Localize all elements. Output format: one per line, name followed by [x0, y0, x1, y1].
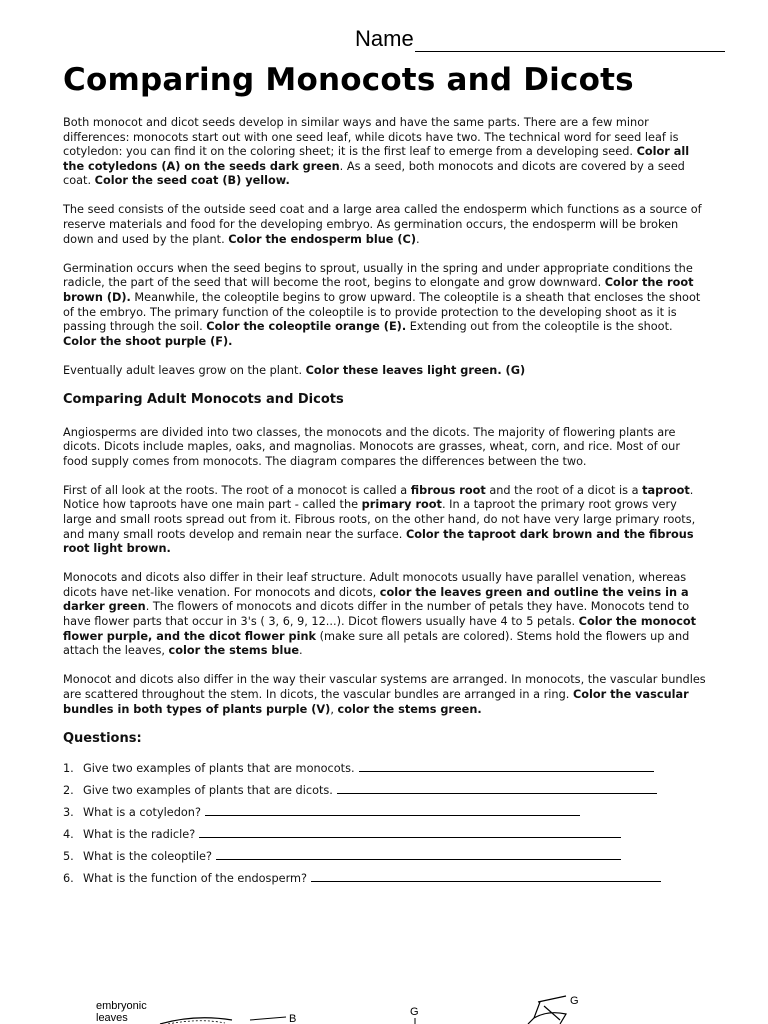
answer-blank[interactable] — [311, 870, 661, 882]
question-number: 5. — [63, 850, 74, 864]
question-number: 6. — [63, 872, 74, 886]
instruction-text: Color the shoot purple (F). — [63, 334, 233, 348]
body-text: Angiosperms are divided into two classes, the monocots and the dicots. The majority of flowering plants are dicots. Dicots include maples, oaks, and magnolias. Monocots are grasses, wheat, corn, and rice. Most of our food supply comes from monocots. The diagram compares the differences between the two. — [63, 425, 680, 468]
body-text: First of all look at the roots. The root of a monocot is called a — [63, 483, 411, 497]
body-text: Monocots and dicots also differ in their leaf structure. Adult monocots usually have parallel venation, whereas dicots have net-like venation. For monocots and dicots, — [63, 571, 687, 599]
label-leaves: leaves — [96, 1012, 128, 1024]
instruction-text: Color the monocot flower purple, and the dicot flower pink — [63, 615, 697, 643]
answer-blank[interactable] — [199, 826, 621, 838]
paragraph — [63, 364, 706, 379]
questions-list — [63, 760, 706, 892]
instruction-text: Color the seed coat (B) yellow. — [94, 174, 290, 188]
body-text: The seed consists of the outside seed coat and a large area called the endosperm which functions as a source of reserve materials and food for the developing embryo. As germination occurs, the endosperm will be broken down and used by the plant. — [63, 203, 702, 246]
label-g-left: G — [410, 1006, 419, 1018]
instruction-text: color the leaves green and outline the veins in a darker green — [63, 585, 689, 614]
label-b: B — [289, 1013, 297, 1024]
page-title: Comparing Monocots and Dicots — [63, 62, 634, 98]
question-text: What is the function of the endosperm? — [83, 872, 308, 886]
body-text: Extending out from the coleoptile is the shoot. — [406, 320, 673, 334]
body-text: Meanwhile, the coleoptile begins to grow upward. The coleoptile is a sheath that encloses the shoot of the embryo. The primary function of the coleoptile is to provide protection to the developing shoot as it is passing through the soil. — [63, 290, 701, 334]
body-text: (make sure all petals are colored). Stems hold the flowers up and attach the leaves, — [63, 629, 690, 658]
instruction-text: Color the root brown (D). — [63, 276, 694, 304]
paragraph — [63, 673, 706, 717]
name-label: Name — [355, 26, 414, 51]
body-text: . Notice how taproots have one main part - called the — [63, 483, 694, 512]
instruction-text: taproot — [642, 483, 690, 497]
body-text: . — [299, 644, 303, 658]
answer-blank[interactable] — [337, 782, 657, 794]
worksheet-body — [63, 116, 706, 892]
body-text: Both monocot and dicot seeds develop in similar ways and have the same parts. There are a few minor differences: monocots start out with one seed leaf, while dicots have two. The technical word for seed leaf is cotyledon: you can find it on the coloring sheet; it is the first leaf to emerge from a developing seed. — [63, 116, 679, 159]
instruction-text: Color the taproot dark brown and the fibrous root light brown. — [63, 527, 694, 556]
instruction-text: fibrous root — [410, 483, 486, 497]
answer-blank[interactable] — [205, 804, 580, 816]
question-item — [63, 848, 706, 870]
paragraph — [63, 116, 706, 189]
instruction-text: Color the vascular bundles in both types of plants purple (V) — [63, 687, 689, 716]
body-text: , — [330, 702, 338, 716]
instruction-text: primary root — [361, 498, 442, 512]
question-number: 1. — [63, 762, 74, 776]
answer-blank[interactable] — [216, 848, 621, 860]
questions-heading: Questions: — [63, 730, 142, 746]
question-item — [63, 826, 706, 848]
question-item — [63, 782, 706, 804]
question-number: 3. — [63, 806, 74, 820]
question-item — [63, 870, 706, 892]
question-text: Give two examples of plants that are dicots. — [83, 784, 333, 798]
instruction-text: Color the endosperm blue (C) — [228, 232, 417, 246]
seed-section — [63, 116, 706, 378]
paragraph — [63, 203, 706, 247]
name-field[interactable] — [355, 24, 725, 54]
label-embryonic: embryonic — [96, 1000, 147, 1012]
body-text: . — [416, 232, 420, 246]
question-text: Give two examples of plants that are monocots. — [83, 762, 355, 776]
body-text: . In a taproot the primary root grows very large and small roots spread out from it. Fibrous roots, on the other hand, do not have very large primary roots, and many small roots develop and remain near the surface. — [63, 498, 696, 541]
paragraph — [63, 571, 706, 659]
pointer-b — [250, 1017, 286, 1020]
instruction-text: Color these leaves light green. (G) — [305, 363, 526, 377]
body-text: and the root of a dicot is a — [485, 483, 643, 497]
body-text: Monocot and dicots also differ in the way their vascular systems are arranged. In monocots, the vascular bundles are scattered throughout the stem. In dicots, the vascular bundles are arranged in a ring. — [63, 673, 706, 701]
adult-plants-section — [63, 426, 706, 718]
body-text: . The flowers of monocots and dicots differ in the number of petals they have. Monocots tend to have flower parts that occur in 3's ( 3, 6, 9, 12...). Dicot flowers usually have 4 to 5 petals. — [63, 600, 690, 629]
question-item — [63, 760, 706, 782]
question-text: What is the coleoptile? — [83, 850, 212, 864]
section-heading: Comparing Adult Monocots and Dicots — [63, 391, 344, 407]
name-underline — [415, 51, 725, 52]
question-text: What is the radicle? — [83, 828, 196, 842]
instruction-text: Color the coleoptile orange (E). — [206, 320, 407, 334]
instruction-text: color the stems green. — [337, 702, 482, 716]
paragraph — [63, 484, 706, 557]
question-text: What is a cotyledon? — [83, 806, 201, 820]
instruction-text: color the stems blue — [168, 644, 300, 658]
paragraph — [63, 262, 706, 350]
answer-blank[interactable] — [359, 760, 654, 772]
leaf-sketch — [528, 996, 566, 1024]
body-text: Eventually adult leaves grow on the plant. — [63, 363, 306, 377]
paragraph — [63, 426, 706, 470]
instruction-text: Color all the cotyledons (A) on the seeds dark green — [63, 145, 690, 173]
question-number: 4. — [63, 828, 74, 842]
label-g-right: G — [570, 995, 579, 1007]
question-item — [63, 804, 706, 826]
question-number: 2. — [63, 784, 74, 798]
body-text: Germination occurs when the seed begins to sprout, usually in the spring and under appropriate conditions the radicle, the part of the seed that will become the root, begins to elongate and grow downward. — [63, 261, 693, 290]
seed-diagram — [0, 990, 768, 1024]
body-text: . As a seed, both monocots and dicots are covered by a seed coat. — [63, 159, 685, 188]
